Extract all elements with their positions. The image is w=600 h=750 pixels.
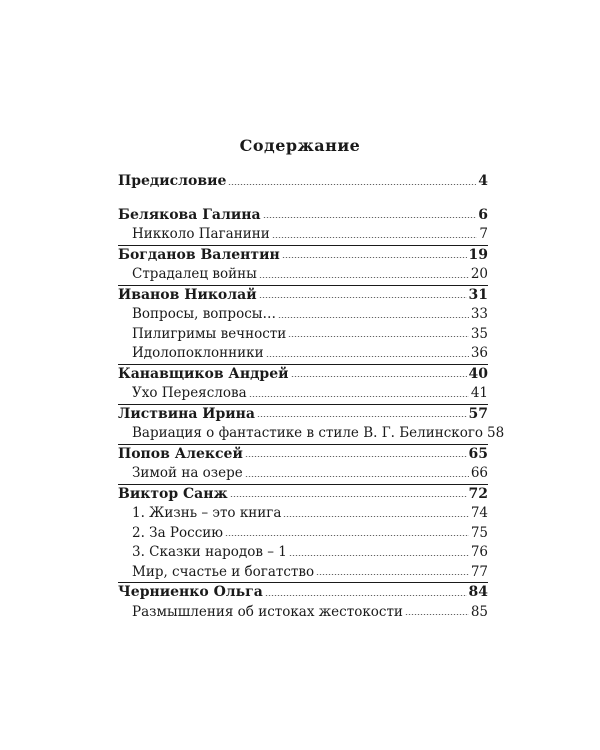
- dot-leader: [405, 614, 469, 615]
- toc-entry-work[interactable]: [118, 344, 488, 364]
- dot-leader: [228, 184, 476, 185]
- toc-entry-work[interactable]: [118, 325, 488, 345]
- toc-entry-work[interactable]: [118, 225, 488, 245]
- toc-entry-work[interactable]: [118, 504, 488, 524]
- toc-entry-label: Пилигримы вечности: [132, 325, 287, 342]
- dot-leader: [282, 257, 467, 258]
- dot-leader: [263, 217, 477, 218]
- toc-entry-page: 58: [487, 425, 505, 441]
- dot-leader: [288, 336, 469, 337]
- toc-entry-page: 65: [468, 445, 488, 462]
- toc-entry-label: 1. Жизнь – это книга: [132, 505, 282, 521]
- toc-entry-label: Вопросы, вопросы…: [132, 306, 277, 322]
- dot-leader: [266, 356, 469, 357]
- toc-entry-page: 20: [470, 266, 488, 282]
- dot-leader: [291, 376, 467, 377]
- toc-entry-page: 74: [470, 505, 488, 521]
- toc-entry-work[interactable]: [118, 384, 488, 404]
- toc-entry-label: Мир, счастье и богатство: [132, 563, 315, 580]
- toc-entry-label: Зимой на озере: [132, 465, 243, 481]
- dot-leader: [283, 516, 468, 517]
- toc-entry-label: Черниенко Ольга: [118, 584, 263, 600]
- toc-entry-work[interactable]: [118, 603, 488, 623]
- toc-entry-label: 2. За Россию: [132, 524, 224, 541]
- toc-entry-page: 57: [468, 405, 488, 422]
- toc-entry-label: Попов Алексей: [118, 445, 243, 462]
- toc-entry-label: Страдалец войны: [132, 266, 257, 282]
- dot-leader: [249, 396, 469, 397]
- toc-entry-page: 19: [468, 246, 488, 263]
- toc-entry-author[interactable]: [118, 285, 488, 306]
- dot-leader: [230, 496, 467, 497]
- toc-entry-page: 33: [470, 306, 488, 322]
- toc-entry-author[interactable]: [118, 206, 488, 226]
- dot-leader: [245, 476, 469, 477]
- toc-entry-page: 84: [468, 584, 488, 600]
- toc-entry-label: Предисловие: [118, 173, 227, 189]
- toc-entry-author[interactable]: [118, 364, 488, 385]
- toc-entry-author[interactable]: [118, 172, 488, 192]
- toc-entry-work[interactable]: [118, 563, 488, 583]
- toc-entry-page: 40: [468, 365, 488, 382]
- toc-entry-page: 6: [478, 206, 488, 223]
- toc-entry-author[interactable]: [118, 404, 488, 425]
- toc-entry-page: 85: [470, 603, 488, 620]
- toc-entry-work[interactable]: [118, 305, 488, 325]
- toc-entry-label: Идолопоклонники: [132, 345, 264, 361]
- toc-entry-author[interactable]: [118, 484, 488, 505]
- toc-entry-author[interactable]: [118, 444, 488, 465]
- toc-entry-work[interactable]: [118, 265, 488, 285]
- dot-leader: [257, 416, 467, 417]
- dot-leader: [316, 574, 469, 575]
- toc-entry-page: 75: [470, 524, 488, 541]
- toc-entry-label: Ухо Переяслова: [132, 385, 247, 401]
- toc-entry-page: 4: [478, 173, 488, 189]
- toc-entry-label: Вариация о фантастике в стиле В. Г. Белинского: [132, 425, 484, 441]
- toc-entry-label: Канавщиков Андрей: [118, 365, 289, 382]
- dot-leader: [278, 317, 469, 318]
- table-of-contents: [118, 172, 505, 622]
- toc-entry-work[interactable]: [118, 524, 488, 544]
- dot-leader: [289, 555, 469, 556]
- toc-entry-page: 77: [470, 563, 488, 580]
- toc-entry-work[interactable]: [118, 543, 488, 563]
- toc-entry-page: 72: [468, 485, 488, 502]
- toc-entry-label: Белякова Галина: [118, 206, 261, 223]
- toc-entry-work[interactable]: [118, 424, 505, 444]
- toc-entry-page: 31: [468, 286, 488, 303]
- toc-entry-work[interactable]: [118, 464, 488, 484]
- toc-entry-page: 7: [479, 226, 488, 242]
- toc-entry-label: Богданов Валентин: [118, 246, 280, 263]
- dot-leader: [259, 297, 467, 298]
- dot-leader: [259, 277, 469, 278]
- toc-entry-label: Иванов Николай: [118, 286, 257, 303]
- toc-entry-author[interactable]: [118, 245, 488, 266]
- dot-leader: [245, 456, 467, 457]
- toc-entry-label: Размышления об истоках жестокости: [132, 603, 403, 620]
- page-title: Содержание: [239, 136, 361, 155]
- toc-entry-page: 41: [470, 385, 488, 401]
- toc-entry-page: 66: [470, 465, 488, 481]
- toc-entry-label: 3. Сказки народов – 1: [132, 544, 287, 560]
- toc-entry-page: 36: [470, 345, 488, 361]
- toc-entry-label: Листвина Ирина: [118, 405, 255, 422]
- toc-entry-page: 35: [470, 325, 488, 342]
- dot-leader: [272, 237, 478, 238]
- toc-entry-label: Виктор Санж: [118, 485, 228, 502]
- toc-entry-page: 76: [470, 544, 488, 560]
- dot-leader: [225, 535, 469, 536]
- toc-entry-label: Никколо Паганини: [132, 226, 270, 242]
- toc-entry-author[interactable]: [118, 582, 488, 603]
- dot-leader: [265, 595, 467, 596]
